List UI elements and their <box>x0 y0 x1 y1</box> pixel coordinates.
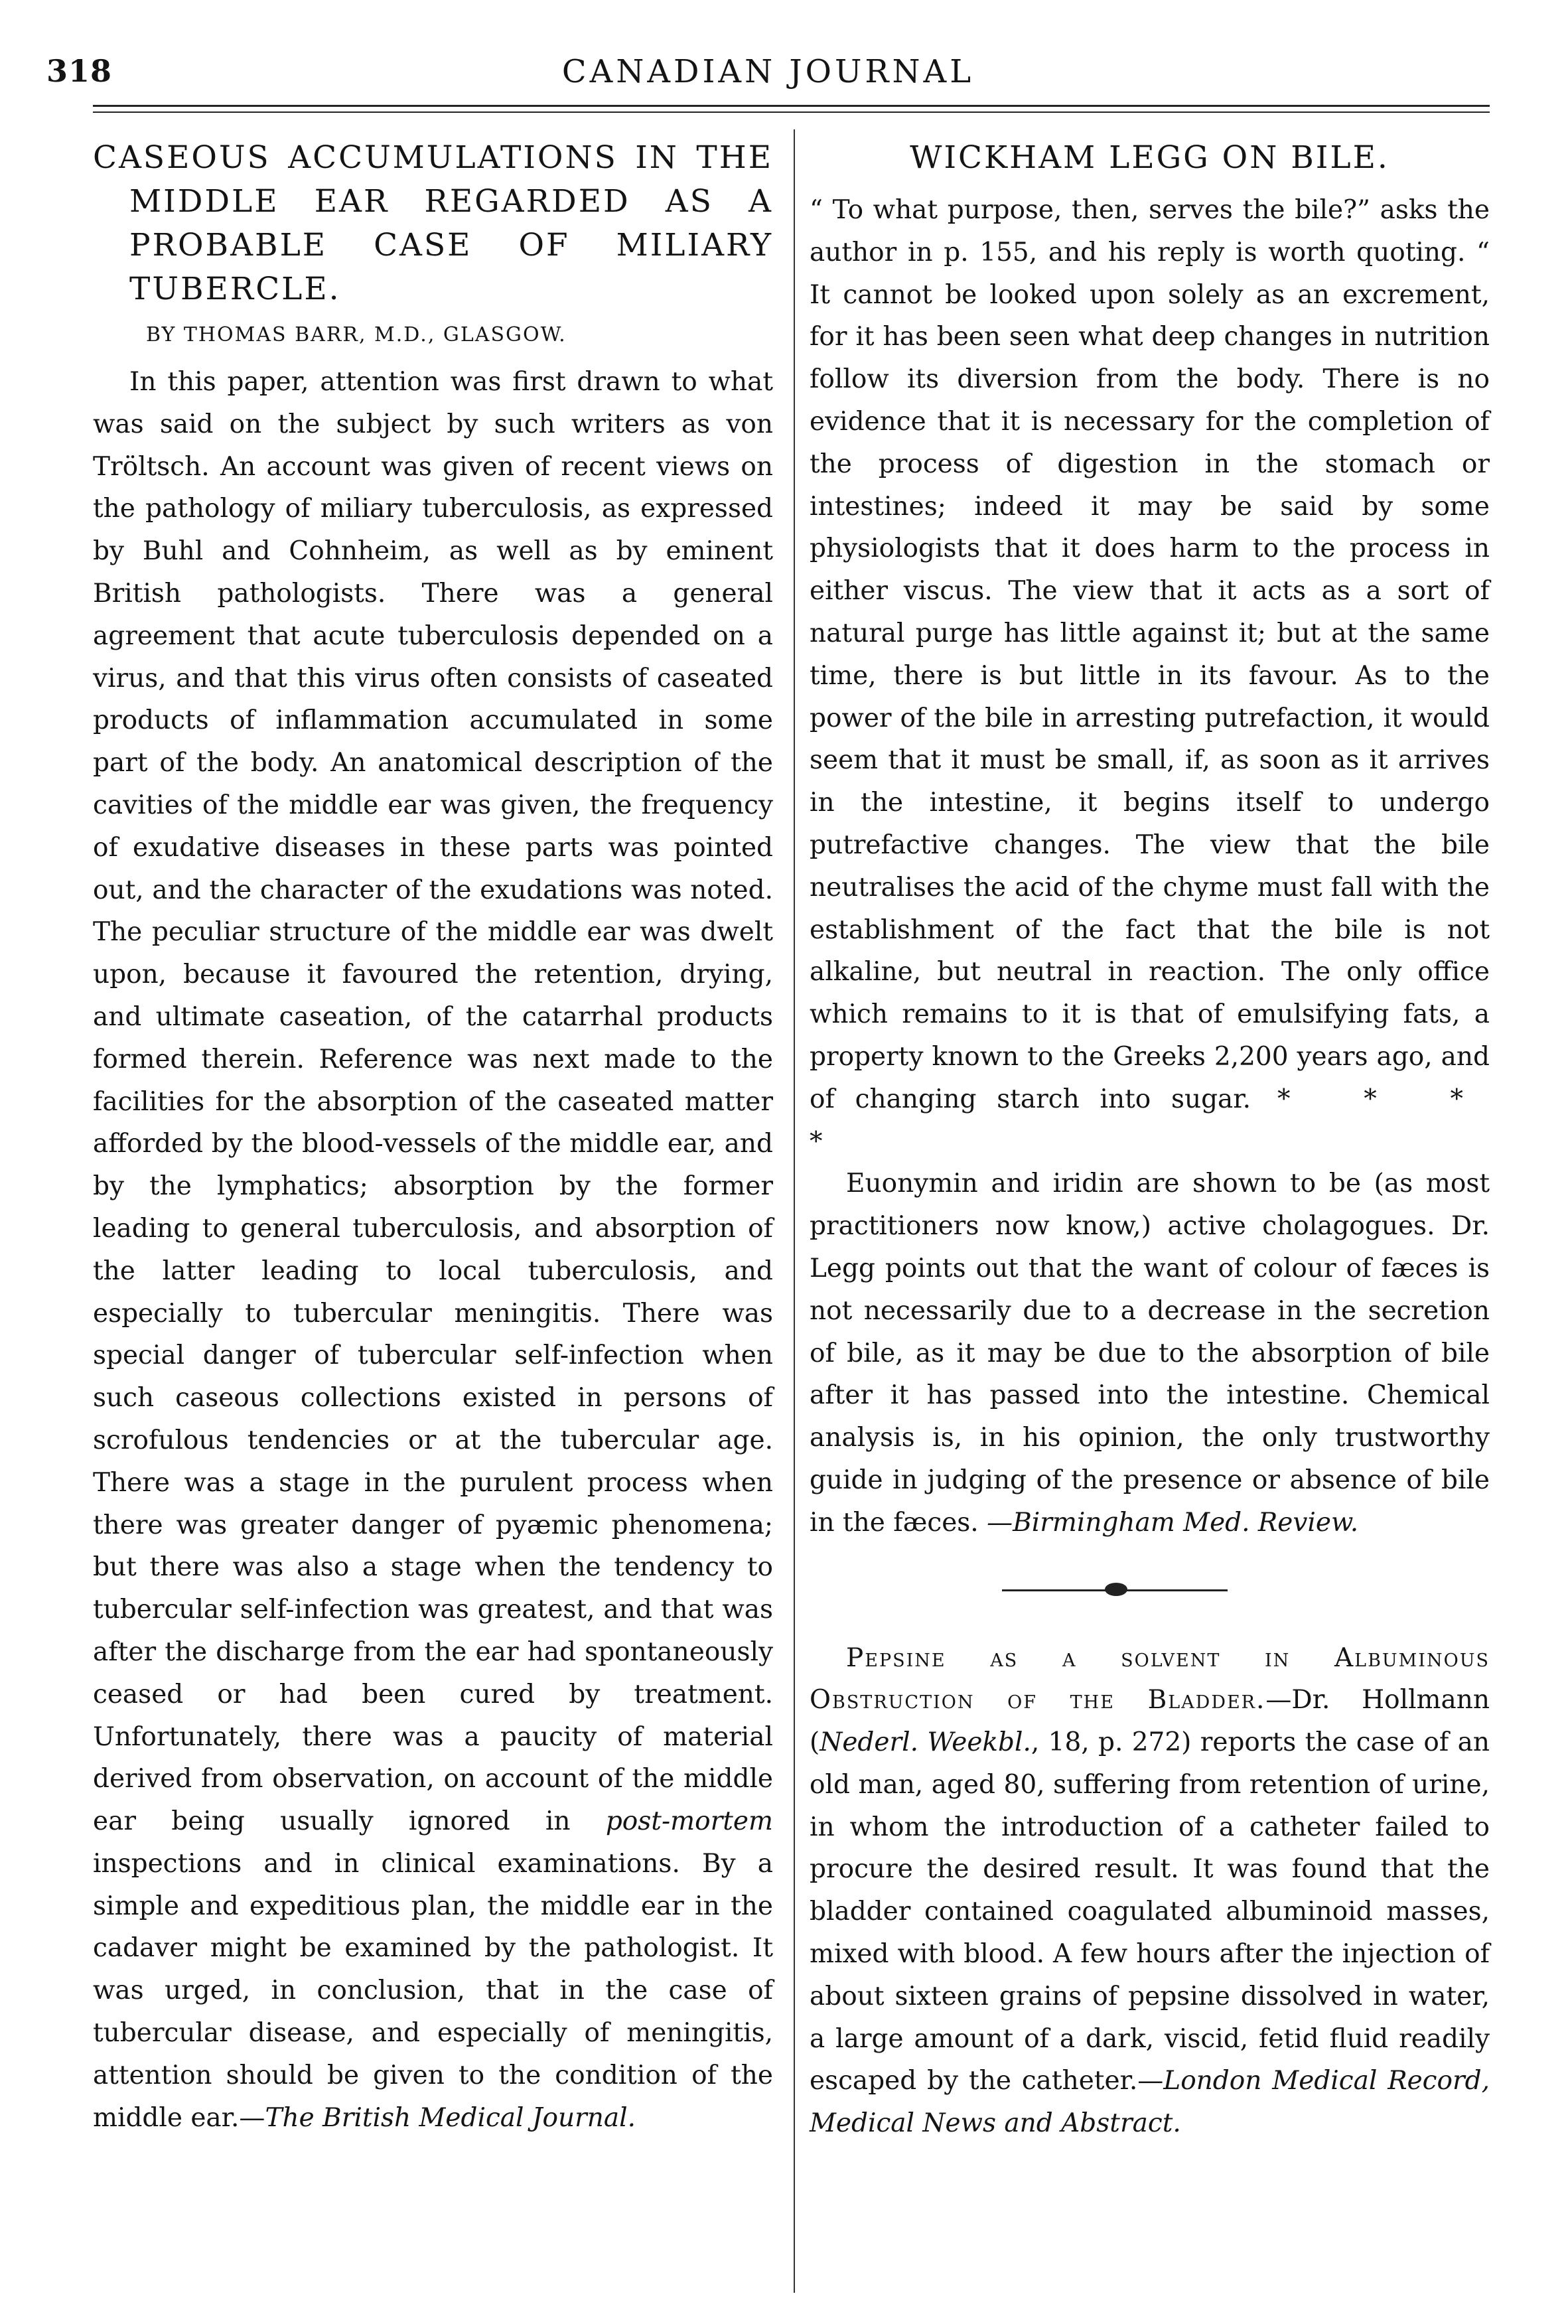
running-title: CANADIAN JOURNAL <box>561 53 975 90</box>
article-title-line: CASEOUS ACCUMULATIONS IN THE <box>93 139 773 176</box>
article-paragraph <box>93 361 773 2139</box>
article-title-bile: WICKHAM LEGG ON BILE. <box>910 139 1390 176</box>
article-paragraph <box>810 1637 1490 2145</box>
article-source: The British Medical Journal. <box>265 2102 636 2133</box>
body-text: In this paper, attention was first drawn to what was said on the subject by such writers as von Tröltsch. An account was given of recent views on the pathology of miliary tuberculosis, as expressed by Buhl and Cohnheim, as well as by eminent British pathologists. There was a general agreement that acute tuberculosis depended on a virus, and that this virus often consists of caseated products of inflammation accumulated in some part of the body. An anatomical description of the cavities of the middle ear was given, the frequency of exudative diseases in these parts was pointed out, and the character of the exudations was noted. The peculiar structure of the middle ear was dwelt upon, because it favoured the retention, drying, and ultimate caseation, of the catarrhal products formed therein. Reference was next made to the facilities for the absorption of the caseated matter afforded by the blood-vessels of the middle ear, and by the lymphatics; absorption by the former leading to general tuberculosis, and absorption of the latter leading to local tuberculosis, and especially to tubercular meningitis. There was special danger of tubercular self-infection when such caseous collections existed in persons of scrofulous tendencies or at the tubercular age. There was a stage in the purulent process when there was greater danger of pyæmic phenomena; but there was also a stage when the tendency to tubercular self-infection was greatest, and that was after the discharge from the ear had spontaneously ceased or had been cured by treatment. Unfortunately, there was a paucity of material derived from observation, on account of the middle ear being usually ignored in <box>93 367 773 1837</box>
page-number: 318 <box>46 53 113 89</box>
header-rule <box>93 105 1490 107</box>
header-rule-secondary <box>93 111 1490 113</box>
italic-term: post-mortem <box>605 1806 773 1837</box>
citation: Nederl. Weekbl. <box>820 1727 1031 1758</box>
body-text: Euonymin and iridin are shown to be (as most practitioners now know,) active cholagogues. Dr. Legg points out that the want of colour of fæces is not necessarily due to a decrease in the secretion of bile, as it may be due to the absorption of bile after it has passed into the intestine. Chemical analysis is, in his opinion, the only trustworthy guide in judging of the presence or absence of bile in the fæces. <box>810 1169 1490 1538</box>
article-paragraph <box>810 189 1490 1163</box>
article-source: —Birmingham Med. Review. <box>987 1507 1359 1538</box>
left-column <box>93 133 773 2139</box>
body-text: —Dr. Hollmann ( <box>810 1685 1490 1758</box>
column-divider <box>794 129 795 2293</box>
article-body <box>93 361 773 2139</box>
article-title-line: MIDDLE EAR REGARDED AS A <box>129 183 773 220</box>
body-text-continued: , 18, p. 272) reports the case of an old man, aged 80, suffering from retention of urine, in whom the introduction of a catheter failed to procure the desired result. It was found that the bladder contained coagulated albuminoid masses, mixed with blood. A few hours after the injection of about sixteen grains of pepsine dissolved in water, a large amount of a dark, viscid, fetid fluid readily escaped by the catheter.— <box>810 1727 1490 2096</box>
article-title-line: PROBABLE CASE OF MILIARY <box>129 227 773 263</box>
article-title <box>93 136 773 311</box>
section-stars: * * * * <box>810 1084 1490 1157</box>
section-ornament <box>810 1571 1490 1611</box>
article-byline: BY THOMAS BARR, M.D., GLASGOW. <box>146 323 567 346</box>
article-body-pepsine <box>810 1637 1490 2145</box>
ornament-dot <box>1105 1583 1127 1596</box>
article-title-pepsine: Pepsine as a solvent in Albuminous Obstruction of the Bladder. <box>810 1642 1490 1715</box>
page-header <box>46 46 1490 106</box>
article-body-bile <box>810 189 1490 1544</box>
body-text: “ To what purpose, then, serves the bile?” asks the author in p. 155, and his reply is worth quoting. “ It cannot be looked upon solely as an excrement, for it has been seen what deep changes in nutrition follow its diversion from the body. There is no evidence that it is necessary for the completion of the process of digestion in the stomach or intestines; indeed it may be said by some physiologists that it does harm to the process in either viscus. The view that it acts as a sort of natural purge has little against it; but at the same time, there is but little in its favour. As to the power of the bile in arresting putrefaction, it would seem that it must be small, if, as soon as it arrives in the intestine, it begins itself to undergo putrefactive changes. The view that the bile neutralises the acid of the chyme must fall with the establishment of the fact that the bile is not alkaline, but neutral in reaction. The only office which remains to it is that of emulsifying fats, a property known to the Greeks 2,200 years ago, and of changing starch into sugar. <box>810 195 1490 1114</box>
article-paragraph <box>810 1163 1490 1544</box>
right-column <box>810 133 1490 2145</box>
article-title-line: TUBERCLE. <box>129 271 341 307</box>
article-source: London Medical Record, Medical News and Abstract. <box>810 2066 1490 2139</box>
body-text-continued: inspections and in clinical examinations. By a simple and expeditious plan, the middle ear in the cadaver might be examined by the pathologist. It was urged, in conclusion, that in the case of tubercular disease, and especially of meningitis, attention should be given to the condition of the middle ear.— <box>93 1848 773 2133</box>
